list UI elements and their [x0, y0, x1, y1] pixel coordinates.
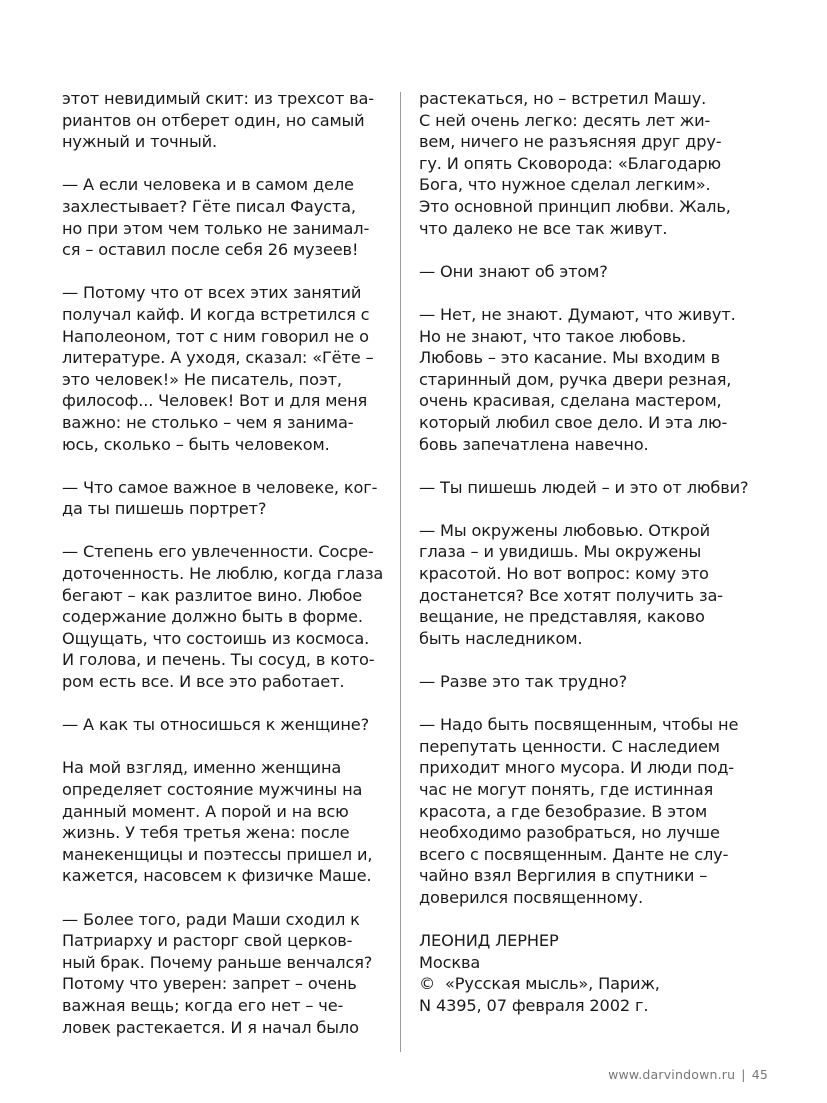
text-line: литературе. А уходя, сказал: «Гёте – [62, 348, 374, 368]
text-line: гу. И опять Сковорода: «Благодарю [419, 153, 722, 173]
text-line: который любил свое дело. И эта лю- [419, 412, 728, 432]
source-credit: © «Русская мысль», Париж, [419, 974, 660, 994]
text-line: бегают – как разлитое вино. Любое [62, 585, 363, 605]
text-line: Любовь – это касание. Мы входим в [419, 348, 720, 368]
text-line: риантов он отберет один, но самый [62, 110, 365, 130]
text-line: старинный дом, ручка двери резная, [419, 369, 732, 389]
text-line: всего с посвященным. Данте не слу- [419, 844, 729, 864]
text-line: доверился посвященному. [419, 887, 643, 907]
paragraph [62, 909, 382, 1039]
paragraph [62, 174, 382, 260]
text-line: — Потому что от всех этих занятий [62, 283, 362, 303]
text-line: вещание, не представляя, каково [419, 607, 705, 627]
left-column [62, 88, 382, 1060]
text-line: кажется, насовсем к физичке Маше. [62, 866, 372, 886]
paragraph [62, 541, 382, 692]
text-line: растекаться, но – встретил Машу. [419, 89, 707, 108]
text-line: — Нет, не знают. Думают, что живут. [419, 304, 736, 324]
text-line: это человек!» Не писатель, поэт, [62, 369, 342, 389]
text-line: юсь, сколько – быть человеком. [62, 434, 330, 454]
text-line: — Надо быть посвященным, чтобы не [419, 715, 739, 735]
text-line: — Степень его увлеченности. Сосре- [62, 542, 374, 562]
text-line: важная вещь; когда его нет – че- [62, 995, 344, 1015]
text-line: что далеко не все так живут. [419, 218, 668, 238]
text-line: Ощущать, что состоишь из космоса. [62, 628, 370, 648]
text-line: быть наследником. [419, 628, 583, 648]
text-line: доточенность. Не люблю, когда глаза [62, 564, 384, 584]
text-line: — Что самое важное в человеке, ког- [62, 477, 378, 497]
text-line: вем, ничего не разъясняя друг дру- [419, 132, 722, 152]
page-number: 45 [751, 1067, 768, 1082]
text-line: Патриарху и расторг свой церков- [62, 931, 353, 951]
text-line: глаза – и увидишь. Мы окружены [419, 542, 702, 562]
signature-block [419, 930, 739, 1016]
text-line: чайно взял Вергилия в спутники – [419, 866, 708, 886]
text-line: Но не знают, что такое любовь. [419, 326, 687, 346]
text-line: очень красивая, сделана мастером, [419, 391, 722, 411]
text-line: данный момент. А порой и на всю [62, 801, 349, 821]
paragraph [419, 671, 739, 693]
paragraph [62, 757, 382, 887]
paragraph [419, 520, 739, 650]
text-line: И голова, и печень. Ты сосуд, в кото- [62, 650, 375, 670]
text-line: ром есть все. И все это работает. [62, 672, 345, 692]
text-line: жизнь. У тебя третья жена: после [62, 823, 350, 843]
paragraph [419, 88, 739, 239]
text-line: красотой. Но вот вопрос: кому это [419, 564, 709, 584]
paragraph [419, 304, 739, 455]
text-line: — А как ты относишься к женщине? [62, 715, 370, 735]
text-line: достанется? Все хотят получить за- [419, 585, 723, 605]
text-line: — Они знают об этом? [419, 261, 608, 281]
text-line: час не могут понять, где истинная [419, 780, 714, 799]
text-line: красота, а где безобразие. В этом [419, 801, 708, 821]
paragraph [62, 477, 382, 520]
text-line: — Более того, ради Маши сходил к [62, 909, 360, 929]
text-line: Бога, что нужное сделал легким». [419, 175, 711, 195]
paragraph [419, 477, 749, 499]
text-line: — Мы окружены любовью. Открой [419, 520, 710, 540]
paragraph [62, 88, 382, 153]
text-line: — Ты пишешь людей – и это от любви? [419, 477, 749, 497]
text-line: С ней очень легко: десять лет жи- [419, 110, 711, 130]
text-line: содержание должно быть в форме. [62, 607, 363, 627]
text-line: манекенщицы и поэтессы пришел и, [62, 844, 373, 864]
text-line: получал кайф. И когда встретился с [62, 304, 370, 324]
paragraph [62, 714, 382, 736]
text-line: — А если человека и в самом деле [62, 175, 354, 195]
website-link[interactable]: www.darvindown.ru [608, 1067, 736, 1082]
text-line: но при этом чем только не занимал- [62, 218, 370, 238]
page-footer [0, 1067, 768, 1082]
issue-date: N 4395, 07 февраля 2002 г. [419, 995, 649, 1015]
paragraph [62, 282, 382, 455]
text-line: ся – оставил после себя 26 музеев! [62, 240, 359, 260]
text-line: захлестывает? Гёте писал Фауста, [62, 196, 356, 216]
author-name: ЛЕОНИД ЛЕРНЕР [419, 931, 559, 951]
text-line: нужный и точный. [62, 132, 217, 152]
text-line: необходимо разобраться, но лучше [419, 823, 720, 843]
text-line: определяет состояние мужчины на [62, 780, 363, 799]
text-line: — Разве это так трудно? [419, 672, 628, 692]
text-line: перепутать ценности. С наследием [419, 736, 720, 756]
text-line: ловек растекается. И я начал было [62, 1017, 359, 1037]
text-line: Наполеоном, тот с ним говорил не о [62, 326, 369, 346]
text-line: этот невидимый скит: из трехсот ва- [62, 89, 374, 108]
text-line: да ты пишешь портрет? [62, 499, 267, 519]
text-line: Потому что уверен: запрет – очень [62, 974, 357, 994]
paragraph [419, 714, 739, 908]
paragraph [419, 261, 739, 283]
text-line: ный брак. Почему раньше венчался? [62, 952, 373, 972]
text-line: важно: не столько – чем я занима- [62, 412, 354, 432]
footer-separator: | [741, 1067, 746, 1082]
column-divider [400, 92, 401, 1052]
text-line: На мой взгляд, именно женщина [62, 758, 342, 778]
right-column [419, 88, 749, 1017]
author-city: Москва [419, 952, 481, 972]
text-line: философ... Человек! Вот и для меня [62, 391, 368, 411]
text-line: приходит много мусора. И люди под- [419, 758, 734, 778]
text-line: Это основной принцип любви. Жаль, [419, 196, 731, 216]
text-line: бовь запечатлена навечно. [419, 434, 649, 454]
